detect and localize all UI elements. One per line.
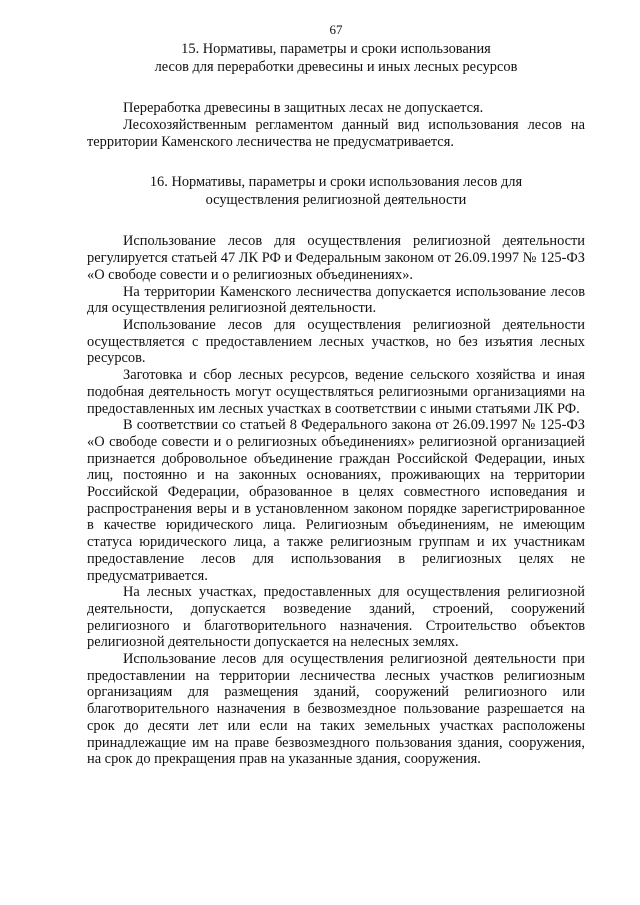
section-16-heading: [87, 174, 585, 209]
section-16-heading-line-1: 16. Нормативы, параметры и сроки использования лесов для: [149, 174, 523, 191]
document-page: [87, 22, 585, 768]
section-16-paragraph-2: На территории Каменского лесничества допускается использование лесов для осуществления религиозной деятельности.: [87, 283, 585, 317]
section-16-body: [87, 233, 585, 768]
section-15-paragraph-2: Лесохозяйственным регламентом данный вид использования лесов на территории Каменского лесничества не предусматривается.: [87, 116, 585, 150]
section-15-body: [87, 100, 585, 150]
section-16-paragraph-3: Использование лесов для осуществления религиозной деятельности осуществляется с предоставлением лесных участков, но без изъятия лесных ресурсов.: [87, 317, 585, 367]
section-16-paragraph-5: В соответствии со статьей 8 Федерального закона от 26.09.1997 № 125-ФЗ «О свободе совести и о религиозных объединениях» религиозной организацией признается добровольное объединение граждан Российской Федерации, иных лиц, постоянно и на законных основаниях, проживающих на территории Российской Федерации, образованное в целях совместного исповедания и распространения веры и в установленном законом порядке зарегистрированное в качестве юридического лица. Религиозным объединениям, не имеющим статуса юридического лица, а также религиозным группам и их участникам предоставление лесов для использования в религиозных целях не предусматривается.: [87, 417, 585, 584]
section-15-heading: [87, 41, 585, 76]
page-number: 67: [329, 22, 343, 37]
section-16-paragraph-1: Использование лесов для осуществления религиозной деятельности регулируется статьей 47 ЛК РФ и Федеральным законом от 26.09.1997 № 125-ФЗ «О свободе совести и о религиозных объединениях».: [87, 233, 585, 283]
section-15-heading-line-2: лесов для переработки древесины и иных лесных ресурсов: [154, 58, 518, 75]
section-15-heading-line-1: 15. Нормативы, параметры и сроки использования: [181, 41, 491, 57]
section-16-paragraph-7: Использование лесов для осуществления религиозной деятельности при предоставлении на территории лесничества лесных участков религиозным организациям для размещения зданий, сооружений религиозного или благотворительного назначения в безвозмездное пользование разрешается на срок до десяти лет или если на таких земельных участках расположены принадлежащие им на праве безвозмездного пользования здания, сооружения, на срок до прекращения прав на указанные здания, сооружения.: [87, 651, 585, 768]
section-16-paragraph-6: На лесных участках, предоставленных для осуществления религиозной деятельности, допускается возведение зданий, строений, сооружений религиозного и благотворительного назначения. Строительство объектов религиозной деятельности допускается на нелесных землях.: [87, 584, 585, 651]
section-16-paragraph-4: Заготовка и сбор лесных ресурсов, ведение сельского хозяйства и иная подобная деятельность могут осуществляться религиозными организациями на предоставленных им лесных участках в соответствии с иными статьями ЛК РФ.: [87, 367, 585, 417]
section-16-heading-line-2: осуществления религиозной деятельности: [205, 191, 467, 208]
section-15-paragraph-1: Переработка древесины в защитных лесах не допускается.: [123, 100, 484, 117]
